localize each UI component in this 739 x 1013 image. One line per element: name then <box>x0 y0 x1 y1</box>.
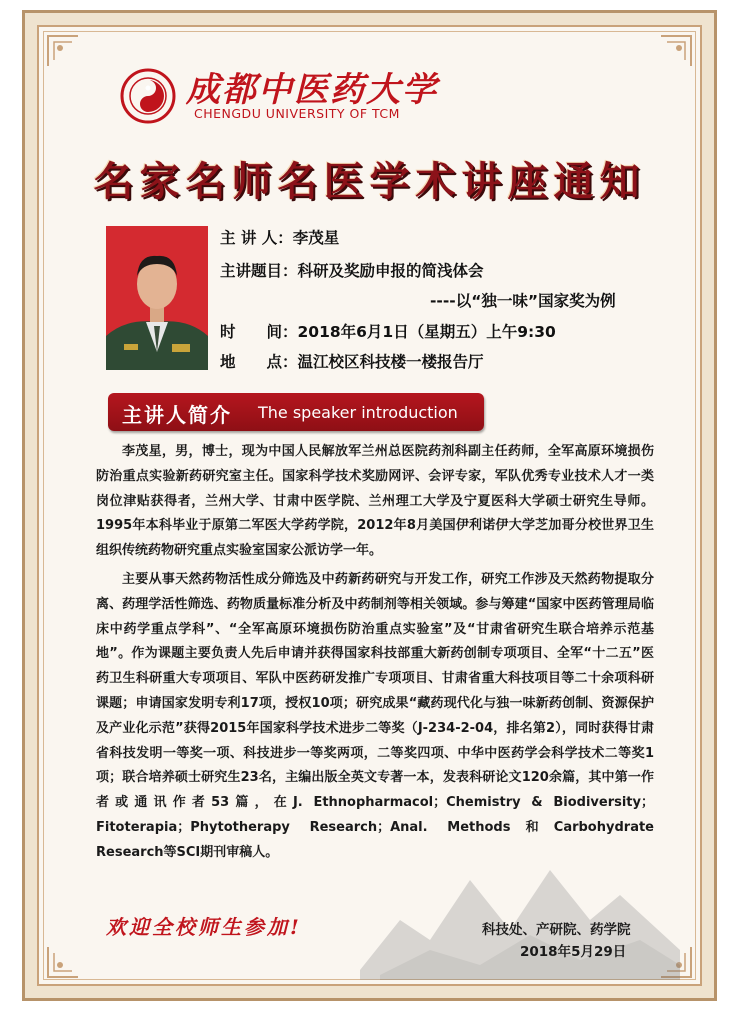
speaker-photo <box>106 226 208 370</box>
speaker-line: 主 讲 人：李茂星 <box>220 229 340 247</box>
speaker-bio <box>96 440 654 866</box>
speaker-intro-banner <box>108 393 484 431</box>
school-name-cn: 成都中医药大学 <box>186 70 438 110</box>
topic-line: 主讲题目：科研及奖励申报的简浅体会 <box>220 262 484 280</box>
university-logo-icon <box>120 68 176 124</box>
corner-ornament-icon <box>46 34 80 68</box>
intro-banner-cn: 主讲人简介 <box>122 403 232 427</box>
place-line: 地 点：温江校区科技楼一楼报告厅 <box>220 353 484 371</box>
corner-ornament-icon <box>659 34 693 68</box>
corner-ornament-icon <box>46 945 80 979</box>
school-name-en: CHENGDU UNIVERSITY OF TCM <box>194 106 400 121</box>
welcome-message: 欢迎全校师生参加! <box>106 915 302 939</box>
time-line: 时 间：2018年6月1日（星期五）上午9:30 <box>220 323 556 341</box>
page-title: 名家名师名医学术讲座通知 <box>93 159 646 205</box>
bio-paragraph-1: 李茂星，男，博士，现为中国人民解放军兰州总医院药剂科副主任药师，全军高原环境损伤防治重点实验新药研究室主任。国家科学技术奖励网评、会评专家，军队优秀专业技术人才一类岗位津贴获得者，兰州大学、甘肃中医学院、兰州理工大学及宁夏医科大学硕士研究生导师。1995年本科毕业于原第二军医大学药学院，2012年8月美国伊利诺伊大学芝加哥分校世界卫生组织传统药物研究重点实验室国家公派访学一年。 <box>96 444 654 559</box>
bio-paragraph-2: 主要从事天然药物活性成分筛选及中药新药研究与开发工作，研究工作涉及天然药物提取分离、药理学活性筛选、药物质量标准分析及中药制剂等相关领域。参与筹建“国家中医药管理局临床中药学重点学科”、“全军高原环境损伤防治重点实验室”及“甘肃省研究生联合培养示范基地”。作为课题主要负责人先后申请并获得国家科技部重大新药创制专项项目、全军“十二五”医药卫生科研重大专项项目、军队中医药研发推广专项项目、甘肃省重大科技项目等二十余项科研课题；申请国家发明专利17项，授权10项；研究成果“藏药现代化与独一味新药创制、资源保护及产业化示范”获得2015年国家科学技术进步二等奖（J-234-2-04，排名第2），同时获得甘肃省科技发明一等奖一项、科技进步一等奖两项，二等奖四项、中华中医药学会科学技术二等奖1项；联合培养硕士研究生23名，主编出版全英文专著一本，发表科研论文120余篇，其中第一作者或通讯作者53篇，在J. Ethnopharmacol；Chemistry & Biodiversity；Fitoterapia；Phytotherapy Research；Anal. Methods和Carbohydrate Research等SCI期刊审稿人。 <box>96 571 654 860</box>
organizers: 科技处、产研院、药学院 <box>482 922 631 938</box>
notice-date: 2018年5月29日 <box>520 944 627 960</box>
subtopic-line: ----以“独一味”国家奖为例 <box>430 292 616 310</box>
intro-banner-en: The speaker introduction <box>258 403 458 422</box>
